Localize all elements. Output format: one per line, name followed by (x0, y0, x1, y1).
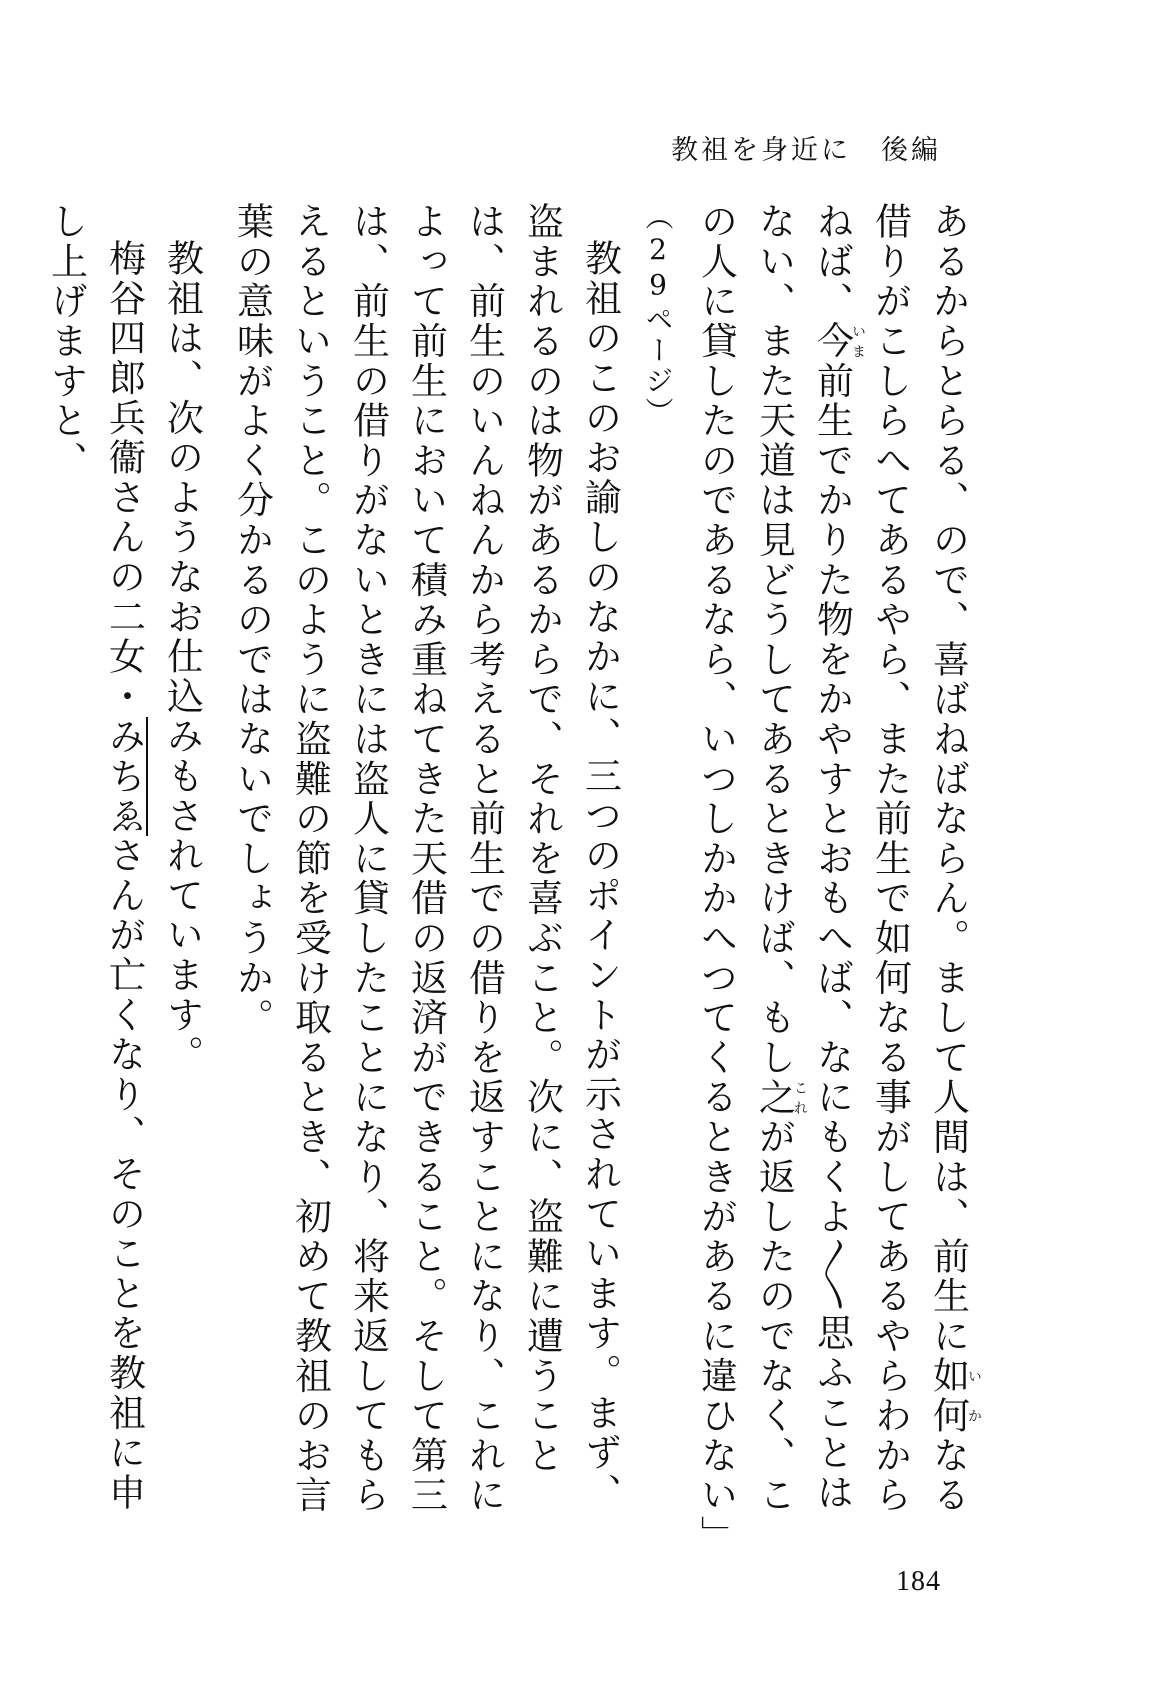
ruby-ima-reading: いま (850, 321, 866, 362)
quote-seg-5: が返したのでなく、この人に貸したのであるなら、いつしかかへつてくるときがあるに違ひない」 (694, 202, 796, 1556)
quote-seg-3: なる借りがこしらへてあるやら、また前生で如何なる事がしてあるやらわからねば、 (810, 202, 970, 1516)
page-number: 184 (896, 1566, 941, 1597)
ruby-kore-reading: これ (792, 1077, 808, 1118)
running-title: 教祖を身近に 後編 (671, 135, 941, 166)
paragraph-2: 教祖は、次のようなお仕込みもされています。 (160, 239, 204, 1075)
paragraph-3 (37, 202, 153, 1542)
paragraph-1: 教祖のこのお諭しのなかに、三つのポイントが示されています。まず、盗まれるのは物があるからで、それを喜ぶこと。次に、盗難に遭うことは、前生のいんねんから考えると前生での借りを返すことになり、これによって前生において積み重ねてきた天借の返済ができること。そして第三は、前生の借りがないときには盗人に貸したことになり、将来返してもらえるということ。このように盗難の節を受け取るとき、初めて教祖のお言葉の意味がよく分かるのではないでしょうか。 (230, 202, 622, 1516)
marked-name: みちゑ (102, 716, 146, 837)
quote-seg-1: あるからとらる (926, 202, 970, 481)
quote-paragraph (629, 202, 982, 1556)
quote-seg-2: 、ので、喜ばねばならん。まして人間は、前生に (926, 480, 970, 1357)
main-text (44, 202, 982, 1556)
ruby-kore: 之これ (752, 1077, 808, 1118)
paragraph-3-post: さんが亡くなり、そのことを教祖に申し上げますと、 (44, 202, 146, 1513)
ruby-ima: 今いま (810, 321, 866, 362)
page-citation: （29ページ） (641, 202, 675, 428)
paragraph-3-pre: 梅谷四郎兵衞さんの二女・ (102, 239, 146, 717)
ruby-ika: 如何いか (926, 1356, 982, 1436)
quote-seg-4: 前生でかりた物をかやすとおもへば、なにもくよ〱思ふことはない、また天道は見どうしてあるときけば、もし (752, 202, 854, 1513)
ruby-ika-reading: いか (966, 1356, 982, 1436)
